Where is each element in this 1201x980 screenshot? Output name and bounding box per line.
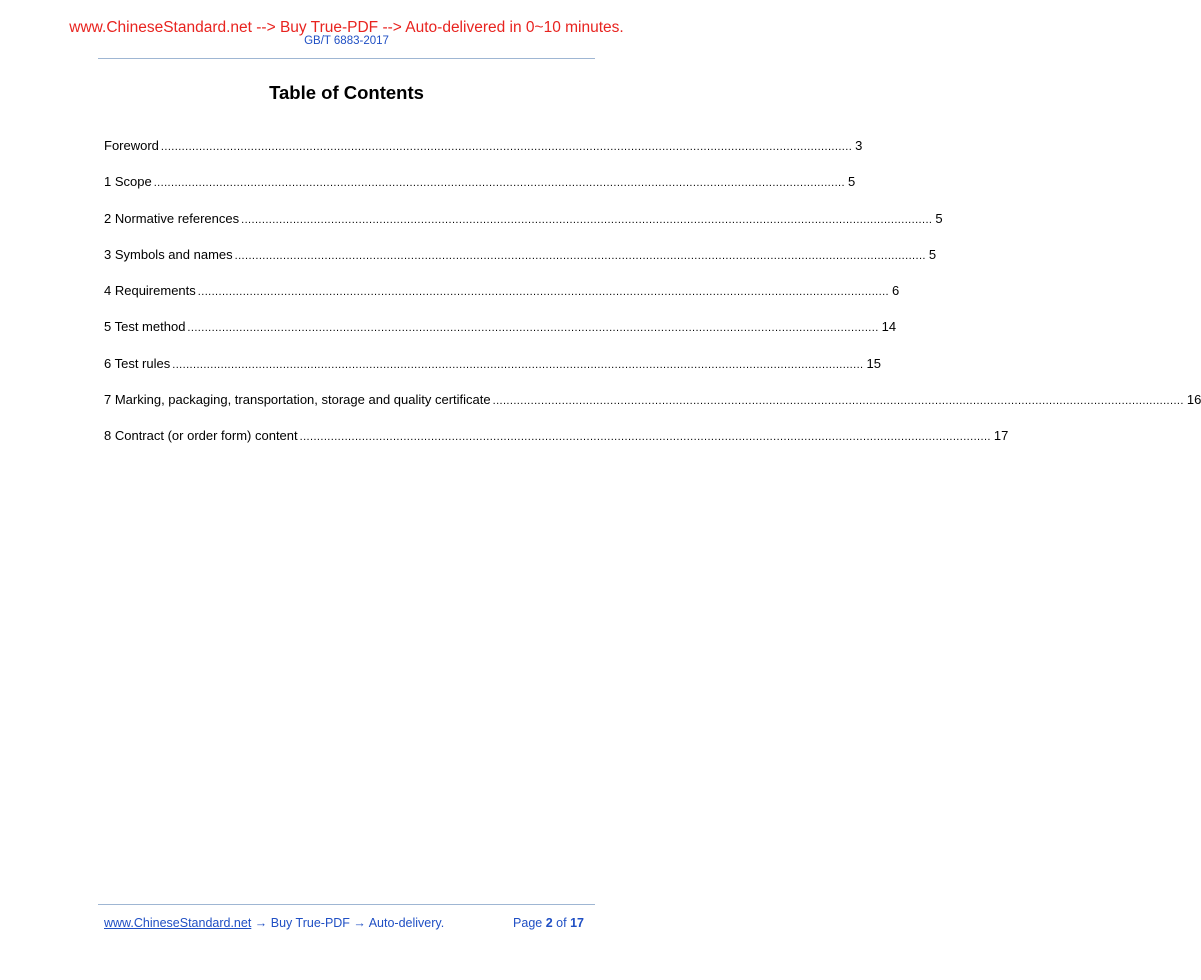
toc-entry-page: 14 (881, 319, 897, 335)
page-indicator (513, 916, 584, 931)
toc-entry-foreword[interactable] (104, 138, 863, 174)
header-divider (98, 58, 595, 59)
toc-leader-dots: ........................................................................................................................................................................................................ (492, 395, 1184, 408)
toc-entry-normative-references[interactable] (104, 210, 943, 247)
toc-entry-page: 5 (935, 210, 943, 226)
toc-entry-page: 5 (847, 174, 856, 190)
page-word: Page (513, 916, 543, 930)
toc-entry-label: 2 Normative references (104, 210, 240, 226)
total-pages-number: 17 (570, 916, 584, 930)
toc-entry-symbols-and-names[interactable] (104, 246, 937, 283)
toc-entry-label: 3 Symbols and names (104, 246, 233, 262)
toc-entry-test-method[interactable] (104, 319, 897, 355)
toc-entry-label: 1 Scope (104, 174, 152, 190)
toc-entry-contract-content[interactable] (104, 428, 1009, 464)
of-word: of (556, 916, 567, 930)
toc-entry-label: 6 Test rules (104, 355, 171, 371)
toc-entry-scope[interactable] (104, 174, 856, 210)
toc-leader-dots: ........................................................................................................................................................................................................ (187, 322, 879, 335)
toc-entry-page: 3 (855, 138, 863, 153)
toc-entry-label: 4 Requirements (104, 283, 196, 299)
toc-leader-dots: ........................................................................................................................................................................................................ (172, 358, 864, 371)
page-footer (104, 916, 584, 931)
toc-entry-label: 7 Marking, packaging, transportation, storage and quality certificate (104, 392, 491, 408)
toc-leader-dots: ........................................................................................................................................................................................................ (234, 249, 926, 262)
footer-promo-text: → Buy True-PDF → Auto-delivery. (251, 916, 445, 930)
footer-divider (98, 904, 595, 905)
toc-entry-page: 15 (866, 355, 881, 371)
toc-entry-label: 5 Test method (104, 319, 186, 335)
footer-promo (104, 916, 444, 931)
toc-entry-label: 8 Contract (or order form) content (104, 428, 298, 444)
toc-leader-dots: ........................................................................................................................................................................................................ (197, 286, 890, 299)
toc-leader-dots: ........................................................................................................................................................................................................ (241, 213, 933, 226)
toc-entry-marking-packaging[interactable] (104, 392, 1201, 428)
toc-leader-dots: ........................................................................................................................................................................................................ (160, 141, 853, 153)
toc-entry-requirements[interactable] (104, 283, 900, 319)
toc-entry-page: 16 (1186, 392, 1201, 408)
toc-entry-page: 17 (993, 428, 1009, 444)
page-title: Table of Contents (269, 82, 424, 103)
table-of-contents (104, 138, 1201, 465)
toc-entry-page: 5 (928, 246, 937, 262)
toc-entry-page: 6 (892, 283, 900, 299)
toc-entry-test-rules[interactable] (104, 355, 881, 392)
standard-code: GB/T 6883-2017 (304, 35, 389, 47)
toc-leader-dots: ........................................................................................................................................................................................................ (153, 177, 845, 190)
promo-banner[interactable]: www.ChineseStandard.net --> Buy True-PDF --> Auto-delivered in 0~10 minutes. (69, 19, 624, 36)
toc-entry-label: Foreword (104, 138, 159, 153)
current-page-number: 2 (545, 916, 553, 930)
footer-site-link[interactable]: www.ChineseStandard.net (104, 916, 252, 930)
toc-leader-dots: ........................................................................................................................................................................................................ (299, 431, 991, 444)
